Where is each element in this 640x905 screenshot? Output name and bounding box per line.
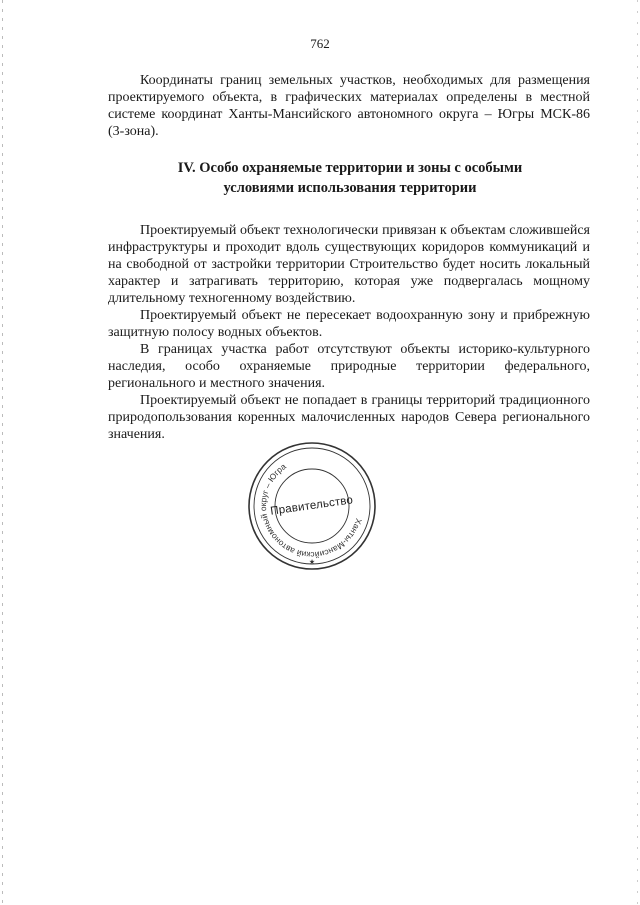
section-body — [108, 222, 590, 443]
section-heading-line-2: условиями использования территории — [223, 180, 477, 196]
government-seal — [246, 440, 378, 572]
paragraph-water-zone: Проектируемый объект не пересекает водоохранную зону и прибрежную защитную полосу водных объектов. — [108, 308, 590, 340]
section-heading-line-1: IV. Особо охраняемые территории и зоны с особыми — [177, 160, 523, 176]
intro-block — [108, 72, 590, 140]
seal-star-icon: ★ — [308, 558, 316, 566]
seal-center-text: Правительство — [269, 494, 355, 518]
page-number: 762 — [310, 36, 330, 51]
paragraph-traditional-lands: Проектируемый объект не попадает в границы территорий традиционного природопользования коренных малочисленных народов Севера регионального значения. — [108, 393, 590, 442]
paragraph-infrastructure: Проектируемый объект технологически привязан к объектам сложившейся инфраструктуры и проходит вдоль существующих коридоров коммуникаций и на свободной от застройки территории Строительство будет носить локальный характер и затрагивать территорию, которая уже подвергалась мощному длительному техногенному воздействию. — [108, 223, 590, 306]
intro-paragraph: Координаты границ земельных участков, необходимых для размещения проектируемого объекта, в графических материалах определены в местной системе координат Ханты-Мансийского автономного округа – Югры МСК-86 (3-зона). — [108, 73, 590, 139]
scan-edge-left — [2, 0, 3, 905]
seal-ring-textpath: Ханты-Мансийский автономный округ – Югра — [257, 461, 365, 561]
seal-center — [246, 440, 378, 572]
paragraph-heritage: В границах участка работ отсутствуют объекты историко-культурного наследия, особо охраняемые природные территории федерального, регионального и местного значения. — [108, 342, 590, 391]
scan-edge-right — [637, 0, 638, 905]
section-heading — [110, 158, 590, 198]
